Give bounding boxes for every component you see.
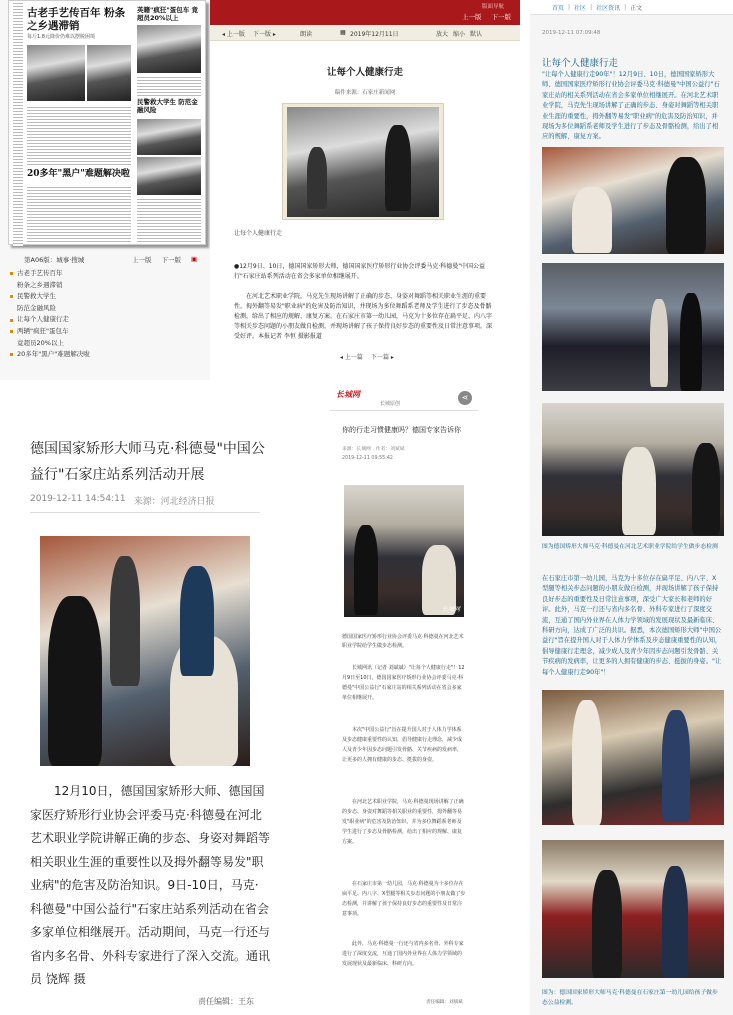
enlarge-button[interactable]: 放大 bbox=[436, 31, 449, 38]
community-article bbox=[530, 0, 733, 1015]
newspaper-article-list bbox=[10, 268, 200, 361]
article-paragraph: 在石家庄市第一幼儿园，马克为十多位存在扁平足、内八字、X型腿等相关步态问题的小朋友做自检测，并现场讲解了孩子保持良好步态的重要性及日常注意事项，深受广大家长和老师的好评。此外，马克一行还与省内多名骨、外科专家进行了深度交流，互通了国内外业界在人体力学领域的发展现状及最新临床、科研方向，达成了广泛的共识。据悉，本次德国矫形大师"中国公益行"旨在提升国人对于人体力学体系及步态健康重要性的认知，倡导健康行走理念，减少成人及青少年因步态问题引发骨骼、关节疾病的发病率，让更多的人拥有健康的步态、挺拔的身姿。"让每个人健康行走90年"！ bbox=[542, 575, 722, 676]
list-item[interactable]: 防范金融风险 bbox=[17, 303, 56, 312]
read-aloud-button[interactable]: 朗读 bbox=[300, 31, 313, 38]
prev-article-link[interactable]: ◂ 上一版 bbox=[222, 31, 245, 38]
article-toolbar bbox=[210, 25, 520, 41]
article-paragraph: ●12月9日、10日，德国国家矫形大师、德国国家医疗矫形行业协会评委马克·科德曼"中国公益行"石家庄站系列活动在省会多家单位相继展开。 bbox=[234, 263, 485, 280]
mobile-header bbox=[330, 385, 478, 411]
newspaper-article bbox=[210, 0, 520, 380]
section-name: 长城原创 bbox=[380, 401, 401, 407]
list-item[interactable]: 民警救大学生 bbox=[10, 291, 200, 303]
article-paragraph: 在河北艺术职业学院，马克先生现场讲解了正确的步态、身姿对舞蹈等相关职业生涯的重要性，拇外翻等易发"职业病"的危害及防治知识，并现场为多位舞蹈系老师及学生进行了步态及骨骼检测，给出了相应的规解、康复方案。在石家庄市第一幼儿园，马克为十多位存在扁平足、内八字等相关步态问题的小朋友做自检测，并现场讲解了孩子保持良好步态的重要性及日常注意事项。深受好评。本报记者 李恒 摄影报道 bbox=[234, 293, 493, 340]
article-date: 2019-12-11 07:09:48 bbox=[542, 30, 601, 36]
breadcrumb-home[interactable]: 首页 bbox=[552, 4, 565, 12]
article-editor: 责任编辑：王东 bbox=[198, 997, 254, 1006]
article-source: 来源：河北经济日报 bbox=[133, 497, 215, 507]
article-bottom-nav bbox=[340, 352, 394, 361]
share-icon[interactable]: ⋖ bbox=[458, 391, 472, 405]
article-photo-1[interactable] bbox=[542, 147, 724, 254]
divider bbox=[30, 512, 260, 513]
breadcrumb-news[interactable]: 社区资讯 bbox=[596, 4, 621, 12]
article-photo[interactable] bbox=[287, 107, 439, 217]
article-paragraph: 在河北艺术职业学院，马克·科德曼现场讲解了正确的步态、身姿对舞蹈等相关职业的重要性，拇外翻等易发"职业病"的危害及防治知识，并为多位舞蹈系老师及学生进行了步态及骨骼检测，给出了相应的规解、康复方案。 bbox=[342, 799, 464, 845]
person-figure bbox=[180, 566, 214, 676]
photo-caption-1: 图为德国矫形大师马克·科德曼在河北艺术职业学院给学生做步态检测 bbox=[542, 544, 718, 550]
article-photo-2[interactable] bbox=[542, 263, 724, 391]
article-photo[interactable] bbox=[40, 536, 250, 766]
person-figure bbox=[385, 125, 411, 211]
page-label: 第A06版：城事·搜城 bbox=[24, 256, 85, 264]
article-paragraph: 长城网讯（记者 刘斌斌）"让每个人健康行走"！12月9日至10日，德国国家医疗矫形行业协会评委马克·科德曼"中国公益行"石家庄站的相关系列活动在省会多家单位相继展开。 bbox=[342, 665, 465, 701]
pdf-icon[interactable]: ▣ bbox=[191, 255, 198, 263]
newspaper-subhead-1: 每斤1.8元降价仍难以摆脱困境 bbox=[27, 34, 95, 40]
person-figure bbox=[572, 187, 612, 253]
newspaper-headline-3: 民警救大学生 防范金融风险 bbox=[137, 98, 198, 114]
site-header-bar bbox=[210, 0, 520, 25]
text-block bbox=[137, 75, 201, 97]
article-source: 来源：长城网 bbox=[342, 447, 371, 452]
next-article-link[interactable]: 下一篇 ▸ bbox=[370, 354, 394, 361]
top-link[interactable]: 版面导航 bbox=[481, 4, 504, 10]
article-intro: "让每个人健康行走90年"！12月9日、10日，德国国家矫形大师、德国国家医疗矫形行业协会评委马克·科德曼"中国公益行"石家庄站的相关系列活动在省会多家单位相继展开。在河北艺术职业学院，马克先生现场讲解了正确的步态、身姿对舞蹈等相关职业生涯的重要性，拇外翻等易发"职业病"的危害及防治知识，并现场为多位舞蹈系老师及学生进行了步态及骨骼检测，给出了相应的规解、康复方案。 bbox=[542, 71, 720, 141]
text-block bbox=[27, 105, 131, 165]
next-page-link[interactable]: 下一版 bbox=[161, 256, 181, 264]
newspaper-photo-4 bbox=[137, 119, 201, 155]
list-item[interactable]: 两辆"疯狂"蛋包车 bbox=[10, 326, 200, 338]
newspaper-headline-1: 古老手艺传百年 粉条之乡遇滞销 bbox=[27, 7, 126, 32]
newspaper-photo-5 bbox=[137, 157, 201, 195]
article-author: 作者：刘斌斌 bbox=[375, 447, 405, 452]
photo-frame bbox=[282, 103, 444, 220]
person-figure bbox=[650, 299, 668, 387]
toolbar-nav bbox=[222, 29, 276, 38]
photo-watermark: 长城网 bbox=[441, 606, 460, 613]
article-meta bbox=[30, 494, 215, 507]
site-logo[interactable]: 长城网 bbox=[336, 390, 360, 399]
article-title: 德国国家矫形大师马克·科德曼"中国公益行"石家庄站系列活动开展 bbox=[30, 441, 265, 483]
person-figure bbox=[110, 556, 140, 686]
article-editor: 责任编辑：刘斌斌 bbox=[426, 1000, 463, 1005]
newspaper-page[interactable] bbox=[8, 0, 206, 245]
calendar-icon[interactable]: ▦ bbox=[340, 29, 346, 36]
issue-date: 2019年12月11日 bbox=[350, 31, 399, 38]
person-figure bbox=[662, 710, 690, 822]
breadcrumb: 首页 | 社区 | 社区资讯 | 正文 bbox=[530, 0, 733, 15]
article-paragraph: 此外，马克·科德曼一行还与省内多名骨、外科专家进行了深度交流，互通了国内外业界在人体力学领域的发展现状及最新临床、科研方向。 bbox=[342, 941, 464, 967]
prev-article-link[interactable]: ◂ 上一篇 bbox=[340, 354, 363, 361]
next-article-link[interactable]: 下一版 ▸ bbox=[252, 31, 276, 38]
newspaper-headline-2: 英籍"疯狂"蛋包车 竟超员20%以上 bbox=[137, 6, 199, 22]
article-date: 2019-12-11 09:55:42 bbox=[342, 456, 393, 461]
newspaper-photo-1 bbox=[27, 45, 85, 101]
newspaper-headline-4: 20多年"黑户"难题解决啦 bbox=[27, 169, 130, 179]
list-item[interactable]: 让每个人健康行走 bbox=[10, 314, 200, 326]
list-item[interactable]: 粉条之乡遇滞销 bbox=[17, 280, 63, 289]
prev-page-link[interactable]: 上一版 bbox=[462, 13, 482, 21]
article-body: 12月10日，德国国家矫形大师、德国国家医疗矫形行业协会评委马克·科德曼在河北艺术职业学院讲解正确的步态、身姿对舞蹈等相关职业生涯的重要性以及拇外翻等易发"职业病"的危害及防治知识。9日-10日，马克·科德曼"中国公益行"石家庄站系列活动在省会多家单位相继展开。活动期间，马克一行还与省内多名骨、外科专家进行了深入交流。通讯员 饶辉 摄 bbox=[30, 784, 271, 986]
font-size-controls bbox=[436, 29, 482, 38]
list-item[interactable]: 竟超员20%以上 bbox=[17, 338, 64, 347]
photo-caption: 德国国家医疗矫形行业协会评委马克·科德曼在河北艺术职业学院给学生做步态检测。 bbox=[342, 634, 464, 649]
text-block bbox=[137, 197, 201, 243]
economy-daily-article bbox=[0, 410, 300, 1015]
person-figure bbox=[622, 447, 656, 535]
article-source: 稿件来源：石家庄新闻网 bbox=[334, 90, 396, 96]
next-page-link[interactable]: 下一版 bbox=[491, 13, 511, 21]
article-title: 让每个人健康行走 bbox=[542, 58, 619, 69]
photo-caption-2: 图为：德国国家矫形大师马克·科德曼在石家庄第一幼儿园给孩子做步态公益检测。 bbox=[542, 990, 718, 1006]
mobile-article bbox=[330, 385, 478, 1015]
person-figure bbox=[692, 443, 720, 535]
photo-caption: 让每个人健康行走 bbox=[234, 230, 283, 237]
article-photo-3[interactable] bbox=[542, 403, 724, 536]
breadcrumb-current: 正文 bbox=[630, 4, 643, 12]
shrink-button[interactable]: 缩小 bbox=[453, 31, 466, 38]
person-figure bbox=[48, 596, 102, 766]
article-date: 2019-12-11 14:54:11 bbox=[30, 494, 126, 504]
article-paragraph: 在石家庄市第一幼儿园，马克·科德曼为十多位存在扁平足、内八字、X型腿等相关步态问题的小朋友做了步态检测，并讲解了孩子保持良好步态的重要性及日常注意事项。 bbox=[342, 881, 466, 917]
text-block bbox=[27, 185, 131, 243]
reset-font-button[interactable]: 默认 bbox=[470, 31, 483, 38]
person-figure bbox=[662, 866, 688, 978]
list-item[interactable]: 20多年"黑户"难题解决啦 bbox=[10, 349, 200, 361]
article-meta bbox=[342, 445, 405, 452]
newspaper-photo-2 bbox=[87, 45, 131, 101]
person-figure bbox=[572, 700, 602, 825]
person-figure bbox=[666, 157, 706, 254]
text-column bbox=[13, 1, 23, 246]
article-title: 让每个人健康行走 bbox=[326, 67, 403, 78]
article-photo-5[interactable] bbox=[542, 840, 724, 978]
article-title: 你的行走习惯健康吗？德国专家告诉你 bbox=[342, 426, 461, 434]
person-figure bbox=[354, 525, 378, 615]
person-figure bbox=[307, 147, 327, 209]
person-figure bbox=[680, 293, 702, 391]
article-photo-4[interactable] bbox=[542, 690, 724, 825]
article-photo[interactable] bbox=[344, 485, 464, 617]
article-paragraph: 本次"中国公益行"旨在提升国人对于人体力学体系及步态健康重要性的认知，倡导健康行走理念，减少成人及青少年因步态问题引发骨骼、关节疾病的发病率，让更多的人拥有健康的步态、挺拔的身姿。 bbox=[342, 727, 463, 763]
prev-page-link[interactable]: 上一版 bbox=[132, 256, 152, 264]
person-figure bbox=[592, 870, 622, 978]
list-item[interactable]: 古老手艺传百年 bbox=[10, 268, 200, 280]
header-page-nav bbox=[462, 12, 511, 21]
newspaper-photo-3 bbox=[137, 25, 201, 73]
newspaper-panel bbox=[0, 0, 210, 380]
page-nav bbox=[132, 255, 197, 264]
breadcrumb-community[interactable]: 社区 bbox=[574, 4, 587, 12]
